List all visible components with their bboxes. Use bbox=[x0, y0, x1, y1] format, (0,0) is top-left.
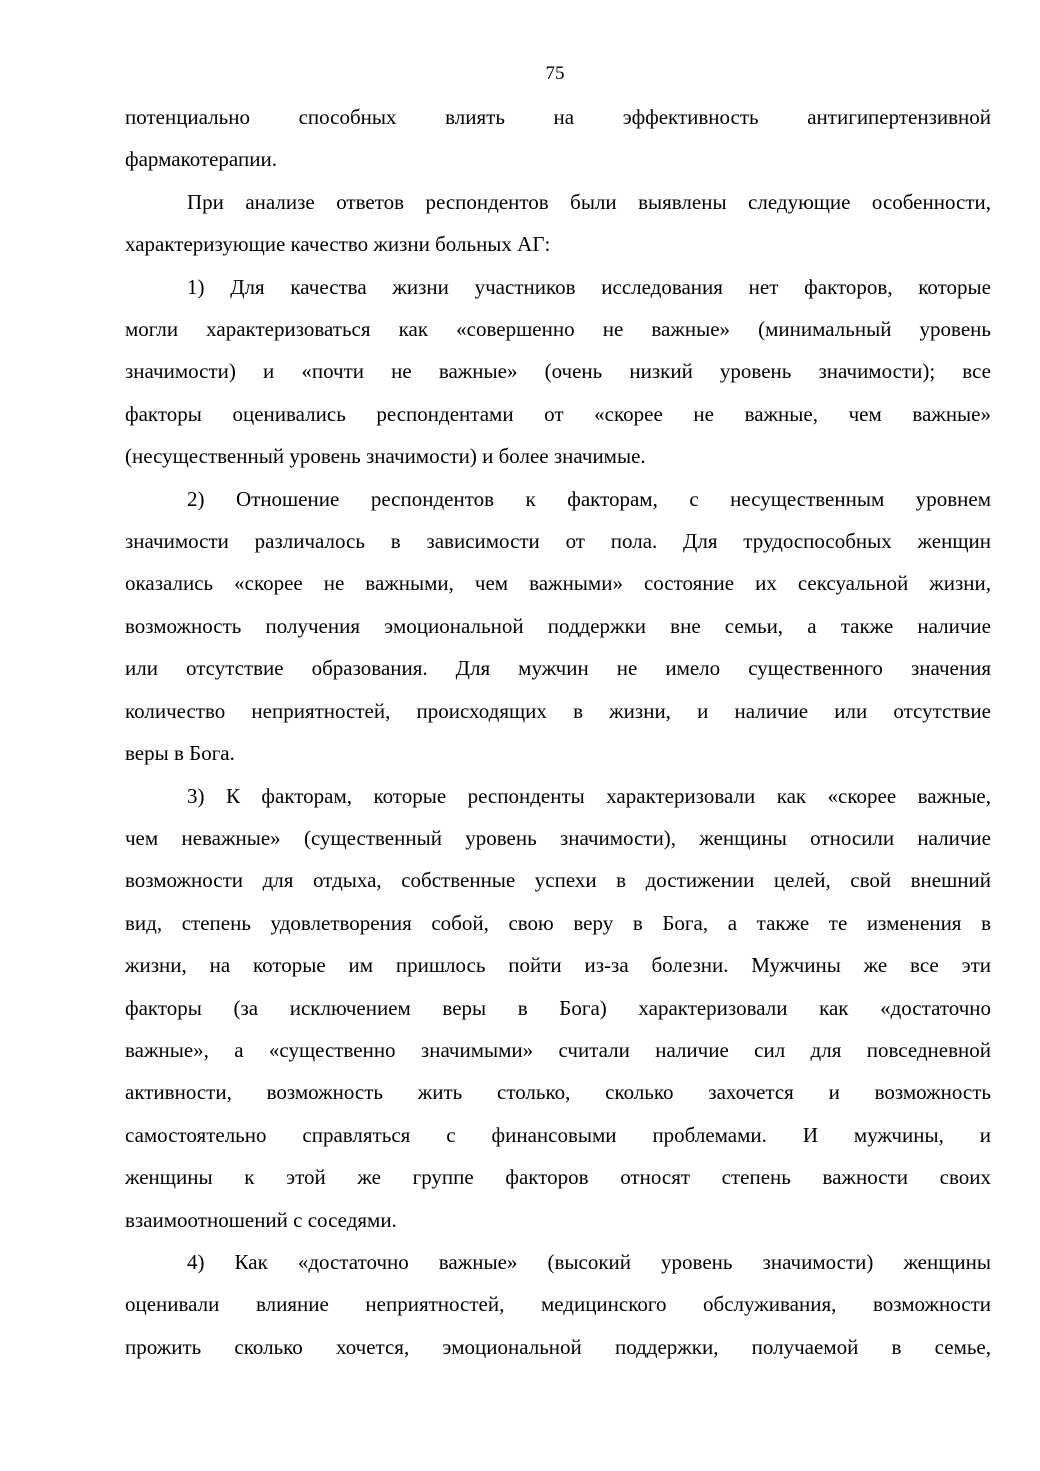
text-line: прожить сколько хочется, эмоциональной поддержки, получаемой в семье, bbox=[125, 1334, 991, 1359]
text-line: важные», а «существенно значимыми» считали наличие сил для повседневной bbox=[125, 1037, 991, 1062]
text-line: потенциально способных влиять на эффективность антигипертензивной bbox=[125, 105, 991, 129]
text-line: факторы оценивались респондентами от «скорее не важные, чем важные» bbox=[125, 401, 991, 426]
text-line: возможности для отдыха, собственные успехи в достижении целей, свой внешний bbox=[125, 868, 991, 893]
paragraph bbox=[125, 1241, 991, 1368]
text-line: веры в Бога. bbox=[125, 741, 235, 766]
text-line: жизни, на которые им пришлось пойти из-за болезни. Мужчины же все эти bbox=[125, 953, 991, 978]
text-line: количество неприятностей, происходящих в жизни, и наличие или отсутствие bbox=[125, 698, 991, 723]
text-line: 2) Отношение респондентов к факторам, с несущественным уровнем bbox=[187, 486, 991, 511]
text-line: факторы (за исключением веры в Бога) характеризовали как «достаточно bbox=[125, 995, 991, 1020]
text-line: взаимоотношений с соседями. bbox=[125, 1207, 397, 1232]
text-line: оказались «скорее не важными, чем важными» состояние их сексуальной жизни, bbox=[125, 571, 991, 596]
text-line: (несущественный уровень значимости) и более значимые. bbox=[125, 444, 646, 469]
paragraph bbox=[125, 266, 991, 478]
text-line: При анализе ответов респондентов были выявлены следующие особенности, bbox=[187, 189, 991, 214]
text-line: характеризующие качество жизни больных АГ: bbox=[125, 232, 551, 257]
text-line: оценивали влияние неприятностей, медицинского обслуживания, возможности bbox=[125, 1292, 991, 1317]
text-line: 3) К факторам, которые респонденты характеризовали как «скорее важные, bbox=[187, 783, 991, 808]
body-text bbox=[125, 96, 991, 1368]
text-line: вид, степень удовлетворения собой, свою веру в Бога, а также те изменения в bbox=[125, 910, 991, 935]
text-line: 4) Как «достаточно важные» (высокий уровень значимости) женщины bbox=[187, 1249, 991, 1274]
paragraph bbox=[125, 478, 991, 775]
text-line: значимости) и «почти не важные» (очень низкий уровень значимости); все bbox=[125, 359, 991, 384]
text-line: значимости различалось в зависимости от пола. Для трудоспособных женщин bbox=[125, 529, 991, 554]
paragraph bbox=[125, 181, 991, 266]
text-line: активности, возможность жить столько, сколько захочется и возможность bbox=[125, 1080, 991, 1105]
text-line: могли характеризоваться как «совершенно не важные» (минимальный уровень bbox=[125, 317, 991, 342]
text-line: самостоятельно справляться с финансовыми проблемами. И мужчины, и bbox=[125, 1122, 991, 1147]
text-line: чем неважные» (существенный уровень значимости), женщины относили наличие bbox=[125, 825, 991, 850]
text-line: фармакотерапии. bbox=[125, 147, 277, 172]
paragraph bbox=[125, 775, 991, 1241]
text-line: или отсутствие образования. Для мужчин не имело существенного значения bbox=[125, 656, 991, 681]
text-line: возможность получения эмоциональной поддержки вне семьи, а также наличие bbox=[125, 613, 991, 638]
text-line: 1) Для качества жизни участников исследования нет факторов, которые bbox=[187, 274, 991, 299]
paragraph bbox=[125, 96, 991, 181]
text-line: женщины к этой же группе факторов относят степень важности своих bbox=[125, 1165, 991, 1190]
page-number: 75 bbox=[545, 63, 565, 84]
